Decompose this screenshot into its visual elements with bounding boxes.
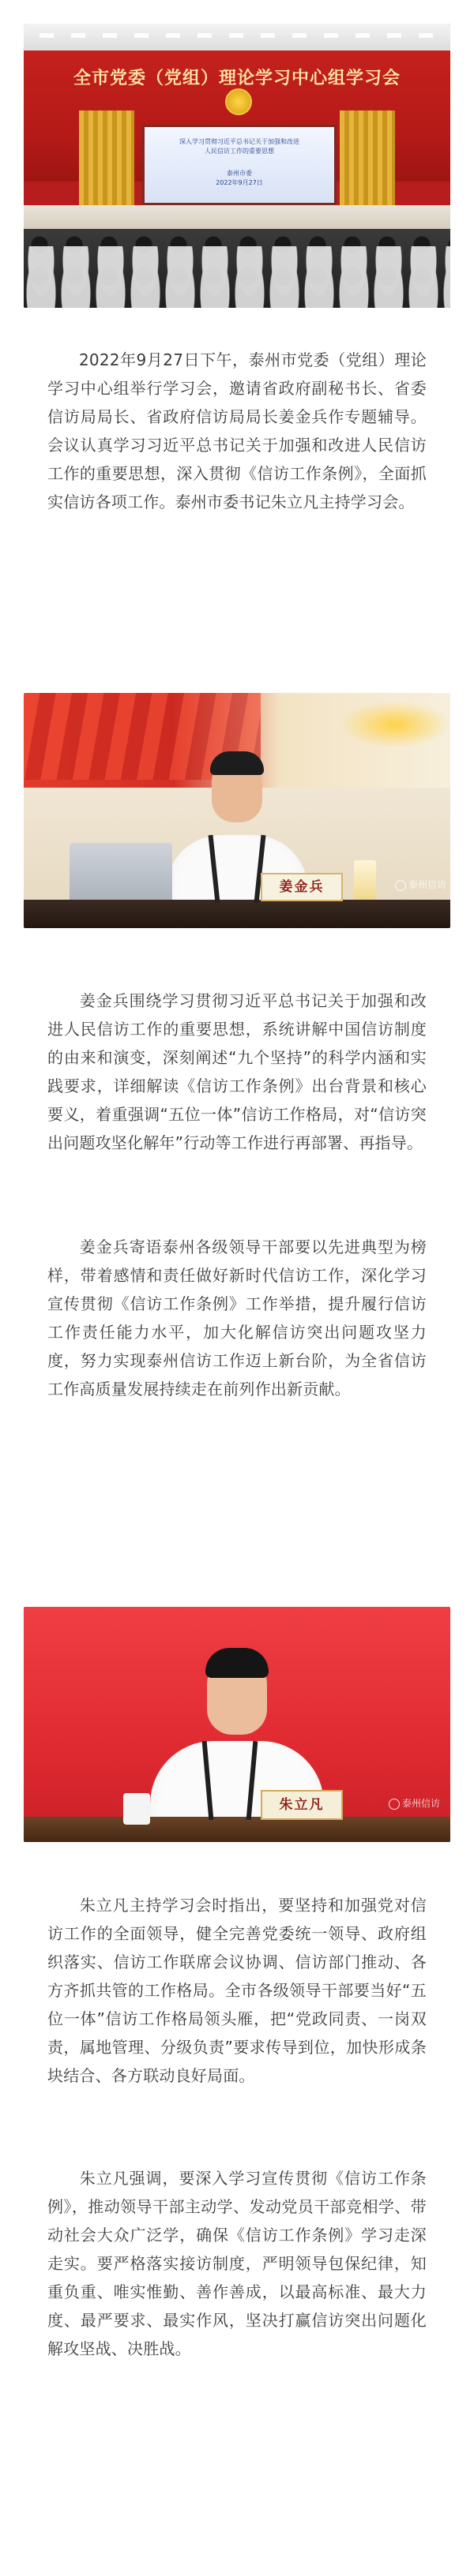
watermark xyxy=(395,878,446,891)
paragraph-text: 朱立凡强调，要深入学习宣传贯彻《信访工作条例》，推动领导干部主动学、发动党员干部竞相学、带动社会大众广泛学，确保《信访工作条例》学习走深走实。要严格落实接访制度，严明领导包保纪律，知重负重、唯实惟勤、善作善成，以最高标准、最大力度、最严要求、最实作风，坚决打赢信访突出问题化解攻坚战、决胜战。 xyxy=(47,2169,427,2358)
party-emblem-icon xyxy=(225,88,252,115)
article-paragraph-4 xyxy=(47,1891,427,2090)
article-paragraph-1 xyxy=(47,346,427,516)
speaker-photo-2 xyxy=(24,1607,450,1842)
desk xyxy=(24,1817,450,1842)
watermark-logo-icon xyxy=(395,880,406,891)
meeting-hall-photo xyxy=(24,24,450,308)
article-paragraph-5 xyxy=(47,2164,427,2363)
meeting-banner: 全市党委（党组）理论学习中心组学习会 xyxy=(73,69,401,88)
tea-cup xyxy=(354,860,376,900)
watermark xyxy=(389,1796,440,1810)
ceiling-lights xyxy=(40,33,434,38)
speaker-photo-1 xyxy=(24,693,450,928)
tea-cup xyxy=(123,1793,150,1825)
watermark-logo-icon xyxy=(389,1799,400,1810)
stage-curtain-left xyxy=(79,110,134,213)
screen-text-line: 泰州市委 xyxy=(227,170,252,177)
stage-curtain-right xyxy=(340,110,395,213)
article-paragraph-3 xyxy=(47,1233,427,1403)
paragraph-text: 姜金兵围绕学习贯彻习近平总书记关于加强和改进人民信访工作的重要思想，系统讲解中国信访制度的由来和演变，深刻阐述“九个坚持”的科学内涵和实践要求，详细解读《信访工作条例》出台背景和核心要义，着重强调“五位一体”信访工作格局，对“信访突出问题攻坚化解年”行动等工作进行再部署、再指导。 xyxy=(47,991,427,1152)
paragraph-text: 2022年9月27日下午，泰州市党委（党组）理论学习中心组举行学习会，邀请省政府副秘书长、省委信访局局长、省政府信访局局长姜金兵作专题辅导。会议认真学习习近平总书记关于加强和改进人民信访工作的重要思想，深入贯彻《信访工作条例》，全面抓实信访各项工作。泰州市委书记朱立凡主持学习会。 xyxy=(47,350,427,511)
speaker-hair xyxy=(210,751,264,775)
watermark-text: 泰州信访 xyxy=(408,879,447,890)
watermark-text: 泰州信访 xyxy=(402,1798,441,1809)
nameplate: 姜金兵 xyxy=(261,873,343,901)
laptop xyxy=(70,843,172,906)
backdrop-glow xyxy=(340,701,450,748)
nameplate: 朱立凡 xyxy=(261,1790,343,1820)
audience-shirts xyxy=(24,246,450,308)
paragraph-text: 姜金兵寄语泰州各级领导干部要以先进典型为榜样，带着感情和责任做好新时代信访工作，深化学习宣传贯彻《信访工作条例》工作举措，提升履行信访工作责任能力水平，加大化解信访突出问题攻坚力度，努力实现泰州信访工作迈上新台阶，为全省信访工作高质量发展持续走在前列作出新贡献。 xyxy=(47,1237,427,1398)
projection-screen xyxy=(142,125,337,205)
screen-text-line: 人民信访工作的重要思想 xyxy=(205,148,274,155)
desk xyxy=(24,900,450,928)
article-paragraph-2 xyxy=(47,987,427,1157)
speaker-hair xyxy=(205,1648,269,1678)
screen-text-line: 深入学习贯彻习近平总书记关于加强和改进 xyxy=(179,138,299,145)
paragraph-text: 朱立凡主持学习会时指出，要坚持和加强党对信访工作的全面领导，健全完善党委统一领导、政府组织落实、信访工作联席会议协调、信访部门推动、各方齐抓共管的工作格局。全市各级领导干部要当好“五位一体”信访工作格局领头雁，把“党政同责、一岗双责，属地管理、分级负责”要求传导到位，加快形成条块结合、各方联动良好局面。 xyxy=(47,1896,427,2085)
screen-text-line: 2022年9月27日 xyxy=(216,179,263,186)
